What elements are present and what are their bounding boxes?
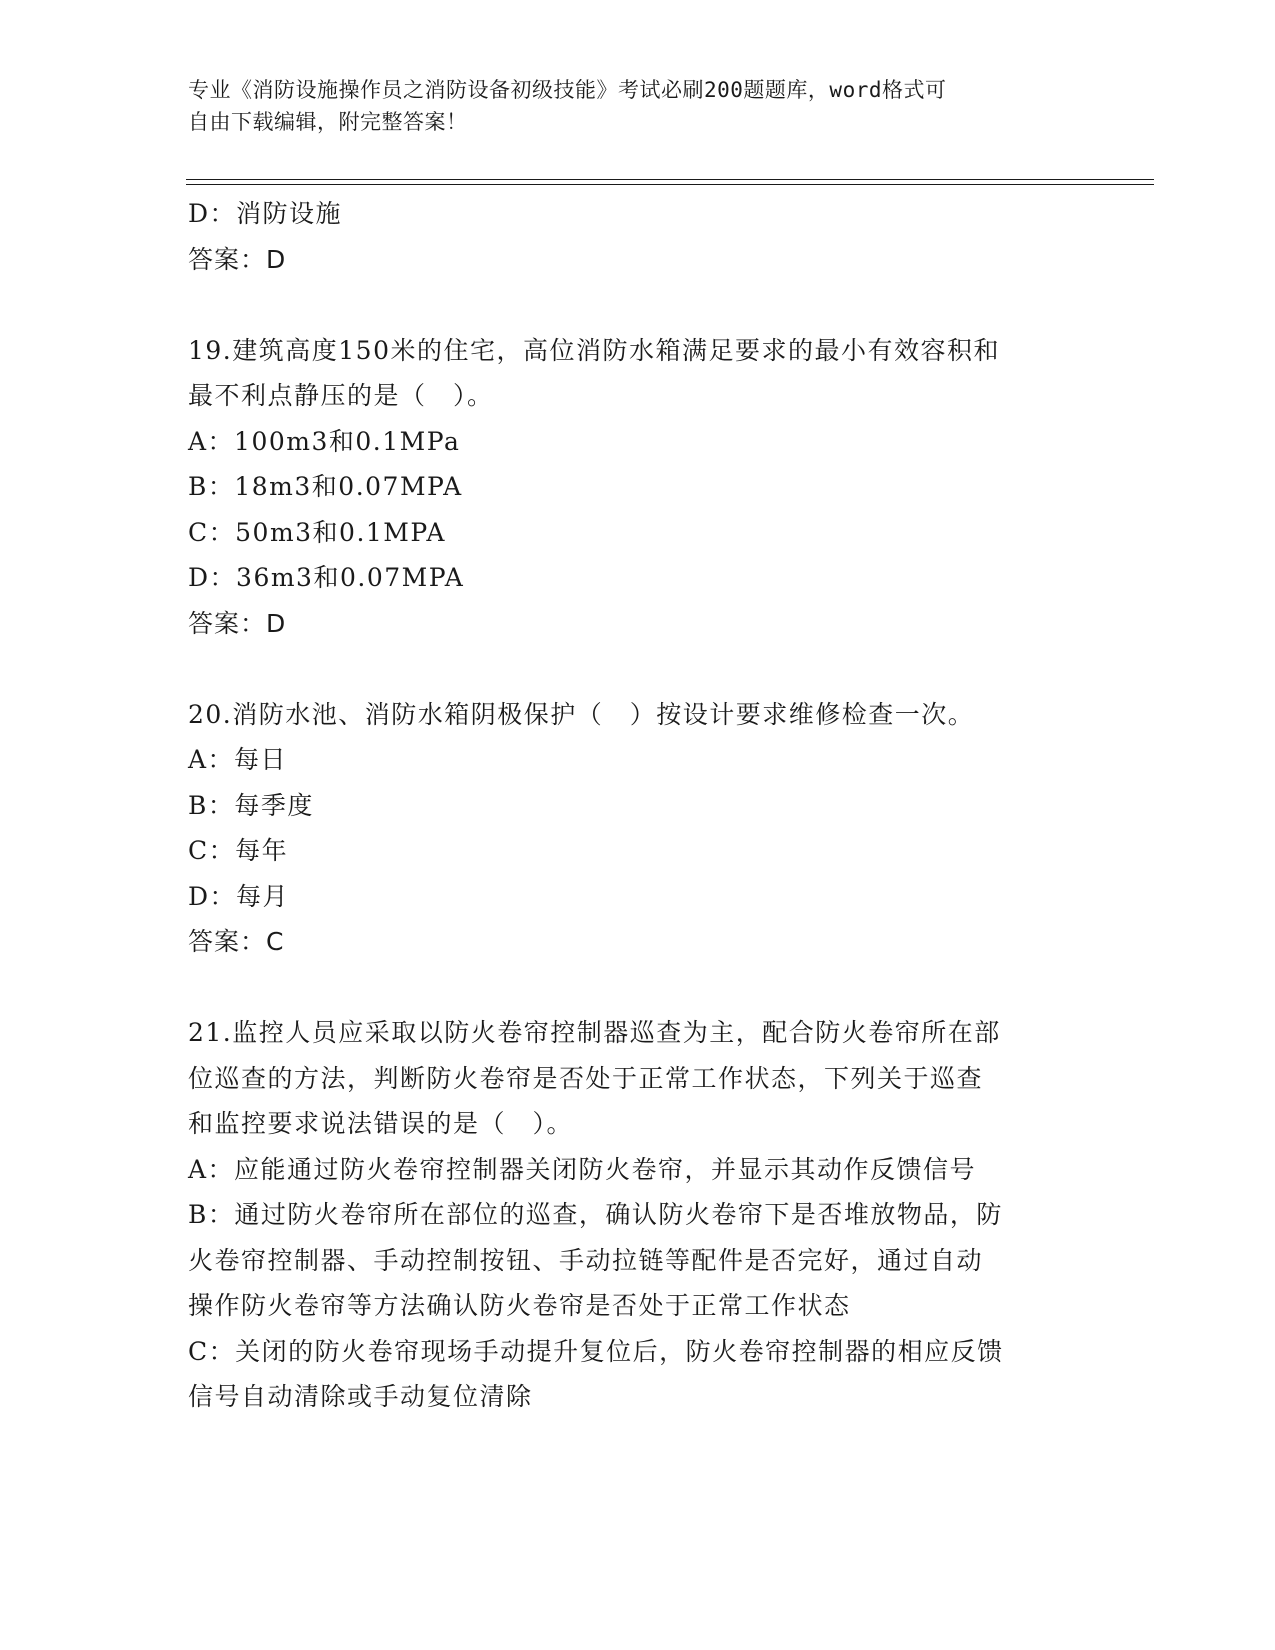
spacer [188, 646, 1088, 692]
question-20 [188, 692, 1088, 965]
answer: 答案：D [188, 244, 287, 274]
option-b-line: 操作防火卷帘等方法确认防火卷帘是否处于正常工作状态 [188, 1291, 851, 1320]
question-21 [188, 1010, 1088, 1420]
document-body [188, 191, 1088, 1420]
header-line-1: 专业《消防设施操作员之消防设备初级技能》考试必刷200题题库，word格式可 [188, 78, 947, 102]
option-a: A：100m3和0.1MPa [188, 426, 461, 456]
option-b: B：18m3和0.07MPA [188, 472, 463, 501]
question-stem-line: 19.建筑高度150米的住宅，高位消防水箱满足要求的最小有效容积和 [188, 335, 1000, 365]
answer: 答案：D [188, 608, 287, 638]
option-c: C：每年 [188, 836, 289, 865]
option-c: C：50m3和0.1MPA [188, 517, 446, 547]
option-a: A：应能通过防火卷帘控制器关闭防火卷帘，并显示其动作反馈信号 [188, 1154, 977, 1184]
option-c-line: C：关闭的防火卷帘现场手动提升复位后，防火卷帘控制器的相应反馈 [188, 1336, 1004, 1366]
option-a: A：每日 [188, 745, 288, 774]
document-header [188, 74, 1068, 138]
option-d: D：消防设施 [188, 199, 343, 228]
question-stem-line: 20.消防水池、消防水箱阴极保护（ ）按设计要求维修检查一次。 [188, 699, 975, 729]
option-d: D：36m3和0.07MPA [188, 563, 465, 592]
option-b-line: 火卷帘控制器、手动控制按钮、手动拉链等配件是否完好，通过自动 [188, 1245, 984, 1275]
previous-question-tail [188, 191, 1088, 282]
option-b: B：每季度 [188, 790, 314, 820]
spacer [188, 965, 1088, 1011]
option-d: D：每月 [188, 881, 290, 911]
question-stem-line: 和监控要求说法错误的是（ ）。 [188, 1109, 574, 1138]
question-19 [188, 328, 1088, 647]
header-divider-top [186, 179, 1154, 180]
option-c-line: 信号自动清除或手动复位清除 [188, 1382, 533, 1411]
question-stem-line: 最不利点静压的是（ ）。 [188, 381, 494, 410]
header-line-2: 自由下载编辑，附完整答案！ [188, 110, 468, 134]
question-stem-line: 位巡查的方法，判断防火卷帘是否处于正常工作状态，下列关于巡查 [188, 1063, 984, 1093]
option-b-line: B：通过防火卷帘所在部位的巡查，确认防火卷帘下是否堆放物品，防 [188, 1200, 1003, 1229]
question-stem-line: 21.监控人员应采取以防火卷帘控制器巡查为主，配合防火卷帘所在部 [188, 1018, 1001, 1047]
spacer [188, 282, 1088, 328]
header-divider-bottom [186, 184, 1154, 185]
answer: 答案：C [188, 927, 285, 956]
